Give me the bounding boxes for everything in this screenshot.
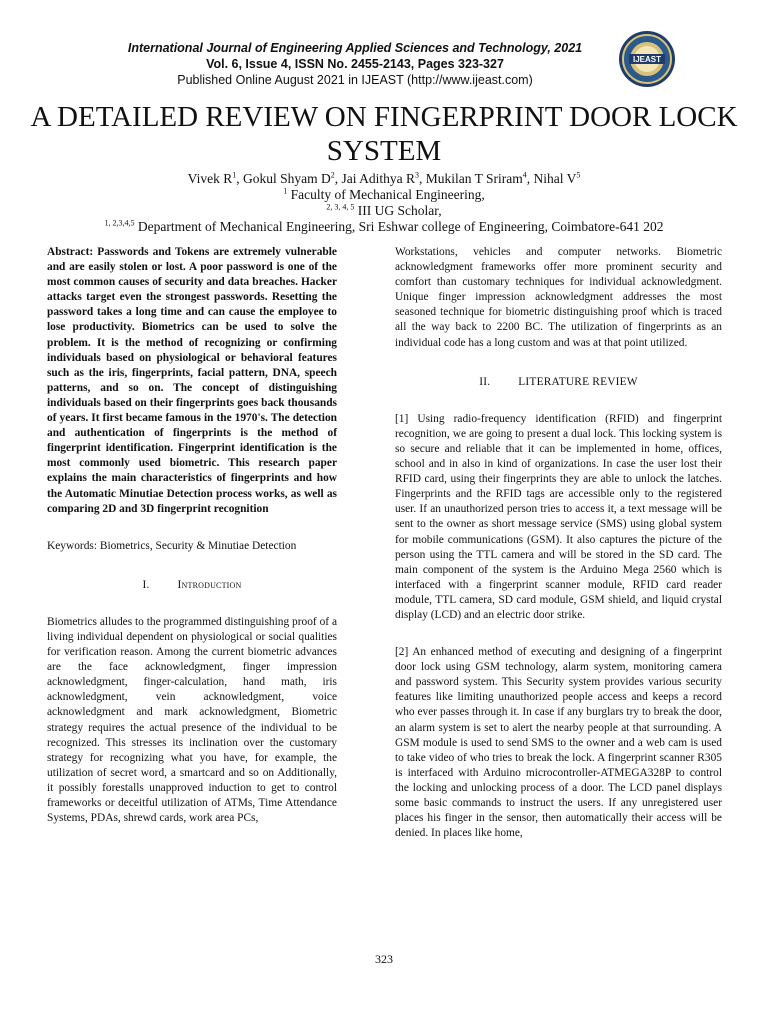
author: Gokul Shyam $D^2$, xyxy=(242,170,342,186)
left-column xyxy=(47,245,337,826)
author: Nihal $V^5$ xyxy=(533,170,581,186)
paper-title: A DETAILED REVIEW ON FINGERPRINT DOOR LOCK SYSTEM xyxy=(30,101,738,167)
abstract: Abstract: Passwords and Tokens are extremely vulnerable and are easily stolen or lost. A poor password is one of the most common causes of security and data breaches. Hacker attacks target even the strongest passwords. Resetting the password takes a long time and can cause the employee to lose productivity. Biometrics can be used to solve the problem. It is the method of recognizing or confirming individuals based on physiological or behavioral features such as the iris, fingerprints, facial pattern, DNA, speech patterns, and so on. The concept of distinguishing individuals based on their fingerprints goes back thousands of years. It first became famous in the 1970's. The detection and authentication of fingerprints is the method of fingerprint identification. Fingerprint identification is the most commonly used biometric. This research paper explains the main characteristics of fingerprints and how the Automatic Minutiae Detection process works, as well as comparing 2D and 3D fingerprint recognition xyxy=(47,246,337,515)
ijeast-logo xyxy=(618,30,676,88)
affiliation-3: $^{1, 2,3,4,5}$ Department of Mechanical Engineering, Sri Eshwar college of Engineering, Coimbatore-641 202 xyxy=(104,218,664,234)
author-list xyxy=(20,171,748,187)
author: Mukilan T Sriram$^4$, xyxy=(425,170,534,186)
keywords-label: Keywords xyxy=(47,539,94,552)
affiliation-2: $^{2, 3, 4, 5}$ III UG Scholar, xyxy=(326,202,442,218)
section-heading-literature-review: II. LITERATURE REVIEW xyxy=(479,375,638,388)
journal-published: Published Online August 2021 in IJEAST (http://www.ijeast.com) xyxy=(177,73,533,87)
introduction-continued: Workstations, vehicles and computer networks. Biometric acknowledgment frameworks offer more prominent security and comfort than customary techniques for individual acknowledgment. Unique finger impression acknowledgment addresses the most seasoned technique for biometric distinguishing proof which is traced all the way back to 2200 BC. The utilization of fingerprints as an individual code has a long custom and was at that point utilized. xyxy=(395,246,722,349)
literature-paragraph-1: [1] Using radio-frequency identification (RFID) and fingerprint recognition, we are going to present a dual lock. This locking system is so secure and reliable that it can be implemented in home, offices, school and in also in kind of organizations. In case the user lost their RFID card, using their fingerprints they are able to unlock the latches. Fingerprints and the RFID tags are accessible only to the registered user. If an unauthorized person tries to access it, a text message will be sent to the owner as short message service (SMS) using global system for mobile communications (GSM). It also captures the picture of the person using the TTL camera and will be stored in the SD card. The main component of the system is the Arduino Mega 2560 which is interfaced with a fingerprint scanner module, RFID card reader module, TTL camera, SD card module, GSM shield, and liquid crystal display (LCD) and an electric door strike. xyxy=(395,412,722,621)
journal-header xyxy=(60,40,650,88)
affiliation-1: $^1$ Faculty of Mechanical Engineering, xyxy=(283,186,485,202)
right-column xyxy=(395,245,722,841)
journal-volume: Vol. 6, Issue 4, ISSN No. 2455-2143, Pages 323-327 xyxy=(206,57,504,71)
introduction-paragraph: Biometrics alludes to the programmed distinguishing proof of a living individual dependent on physiological or social qualities for verification reason. Among the current biometric advances are the face acknowledgment, finger impression acknowledgment, finger-calculation, hand math, iris acknowledgment, vein acknowledgment, voice acknowledgment and mark acknowledgment, Biometric strategy requires the actual presence of the individual to be recognized. This stresses its inclination over the customary strategy for recognizing what you have, for example, the utilization of secret word, a smartcard and so on Additionally, it possibly forestalls unapproved induction to get to control frameworks or deceitful utilization of ATMs, Time Attendance Systems, PDAs, shrewd cards, work area PCs, xyxy=(47,615,337,825)
keywords-text: : Biometrics, Security & Minutiae Detection xyxy=(93,539,297,552)
page-number: 323 xyxy=(375,952,393,966)
journal-name: International Journal of Engineering Applied Sciences and Technology, 2021 xyxy=(127,41,583,55)
keywords xyxy=(47,539,337,554)
literature-paragraph-2: [2] An enhanced method of executing and designing of a fingerprint door lock using GSM technology, alarm system, monitoring camera and password system. This Security system provides various security features like limiting unauthorized people access and keeps a record who ever passes through it. In case if any burglars try to break the door, an alarm system is set to alert the nearby people at that surrounding. A GSM module is used to send SMS to the owner and a web cam is used to take video of who tries to break the lock. A fingerprint scanner R305 is interfaced with Arduino microcontroller-ATMEGA328P to control the locking and unlocking process of a door. The LCD panel displays some basic commands to instruct the users. If any unregistered user places his finger in the sensor, then automatically their access will be denied. In places like home, xyxy=(395,646,722,840)
logo-text: IJEAST xyxy=(632,55,662,64)
section-heading-introduction: I. Introduction xyxy=(142,578,242,591)
author: Vivek $R^1$, xyxy=(187,170,243,186)
author: Jai Adithya $R^3$, xyxy=(341,170,426,186)
